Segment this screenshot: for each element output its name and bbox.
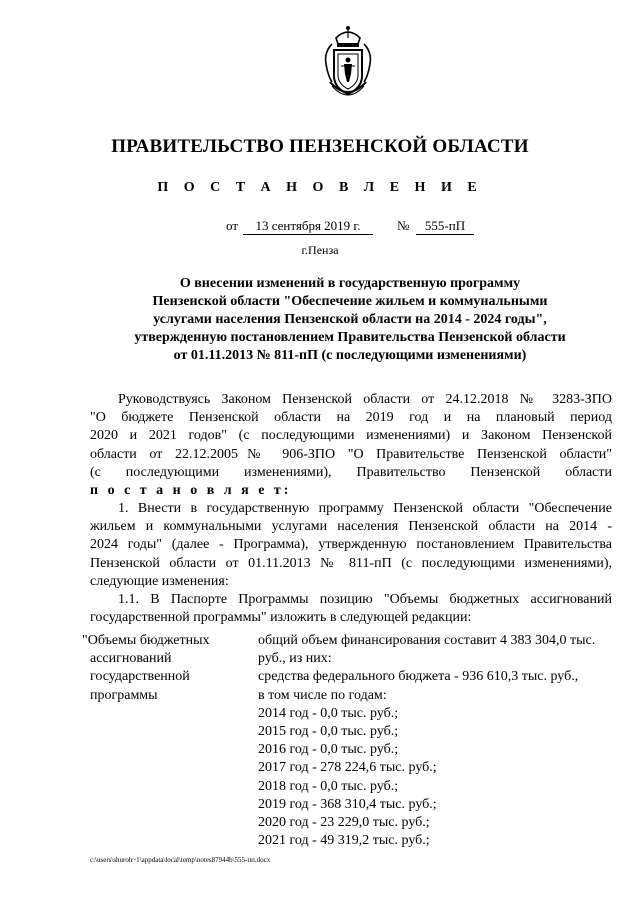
table-left-line: "Объемы бюджетных [82, 633, 210, 648]
table-right-line: 2014 год - 0,0 тыс. руб.; [258, 705, 399, 721]
table-right-line: 2016 год - 0,0 тыс. руб.; [258, 742, 399, 758]
preamble-paragraph [90, 391, 612, 500]
text-line: области от 22.12.2005№ 906-ЗПО "О Правительстве Пензенской области" [90, 446, 612, 462]
table-right-line: 2020 год - 23 229,0 тыс. руб.; [258, 815, 430, 831]
table-right-line: общий объем финансирования составит 4 383 304,0 тыс. [258, 633, 596, 648]
item-1-1-paragraph [90, 591, 612, 627]
table-right-line: средства федерального бюджета - 936 610,3 тыс. руб., [258, 669, 579, 685]
text-line: Пензенской области от 01.11.2013 № 811-пП (с последующими изменениями), [90, 555, 612, 571]
text-line: Руководствуясь Законом Пензенской области от 24.12.2018 № 3283-ЗПО [118, 392, 612, 407]
text-line: следующие изменения: [90, 573, 229, 589]
heading-line: утвержденную постановлением Правительства Пензенской области [134, 330, 566, 345]
text-line: "О бюджете Пензенской области на 2019 год и на плановый период [90, 410, 612, 426]
resolves-word: п о с т а н о в л я е т: [90, 483, 292, 499]
heading-line: услугами населения Пензенской области на 2014 - 2024 годы", [153, 312, 547, 327]
date-prefix: от [226, 218, 239, 233]
heading-line: от 01.11.2013 № 811-пП (с последующими изменениями) [173, 348, 527, 363]
table-right-line: 2015 год - 0,0 тыс. руб.; [258, 724, 399, 740]
heading-line: Пензенской области "Обеспечение жильем и коммунальными [152, 294, 548, 309]
item-1-paragraph [90, 500, 612, 591]
organization-title: ПРАВИТЕЛЬСТВО ПЕНЗЕНСКОЙ ОБЛАСТИ [111, 136, 529, 157]
text-line: (с последующими изменениями), Правительство Пензенской области [90, 464, 612, 480]
table-left-line: программы [90, 687, 158, 703]
table-right-line: 2021 год - 49 319,2 тыс. руб.; [258, 833, 430, 849]
table-right-line: 2019 год - 368 310,4 тыс. руб.; [258, 796, 437, 812]
text-line: государственной программы" изложить в следующей редакции: [90, 610, 472, 626]
text-line: 1. Внести в государственную программу Пензенской области "Обеспечение [118, 501, 612, 516]
date-number-line [0, 218, 640, 236]
table-left-cell [82, 632, 252, 705]
table-left-line: государственной [90, 669, 190, 685]
table-right-line: руб., из них: [258, 651, 332, 667]
document-date: 13 сентября 2019 г. [243, 218, 373, 235]
table-right-cell [258, 632, 618, 850]
document-type: П О С Т А Н О В Л Е Н И Е [157, 180, 483, 195]
text-line: 1.1. В Паспорте Программы позицию "Объемы бюджетных ассигнований [118, 592, 612, 607]
text-line: 2024 годы" (далее - Программа), утвержденную постановлением Правительства [90, 537, 612, 553]
table-right-line: в том числе по годам: [258, 687, 387, 703]
number-prefix: № [397, 218, 410, 233]
city: г.Пенза [301, 243, 339, 257]
table-right-line: 2018 год - 0,0 тыс. руб.; [258, 778, 399, 794]
table-left-line: ассигнований [90, 651, 172, 667]
coat-of-arms-icon [318, 24, 378, 104]
file-path-footer: c:\users\shuroh~1\appdata\local\temp\notes87944b\555-пп.docx [90, 856, 271, 864]
document-heading [100, 275, 600, 365]
table-right-line: 2017 год - 278 224,6 тыс. руб.; [258, 760, 437, 776]
document-number: 555-пП [416, 218, 474, 235]
text-line: 2020 и 2021 годов" (с последующими изменениями) и Законом Пензенской [90, 428, 612, 444]
text-line: жильем и коммунальными услугами населения Пензенской области на 2014 - [90, 519, 612, 535]
heading-line: О внесении изменений в государственную программу [179, 276, 521, 291]
